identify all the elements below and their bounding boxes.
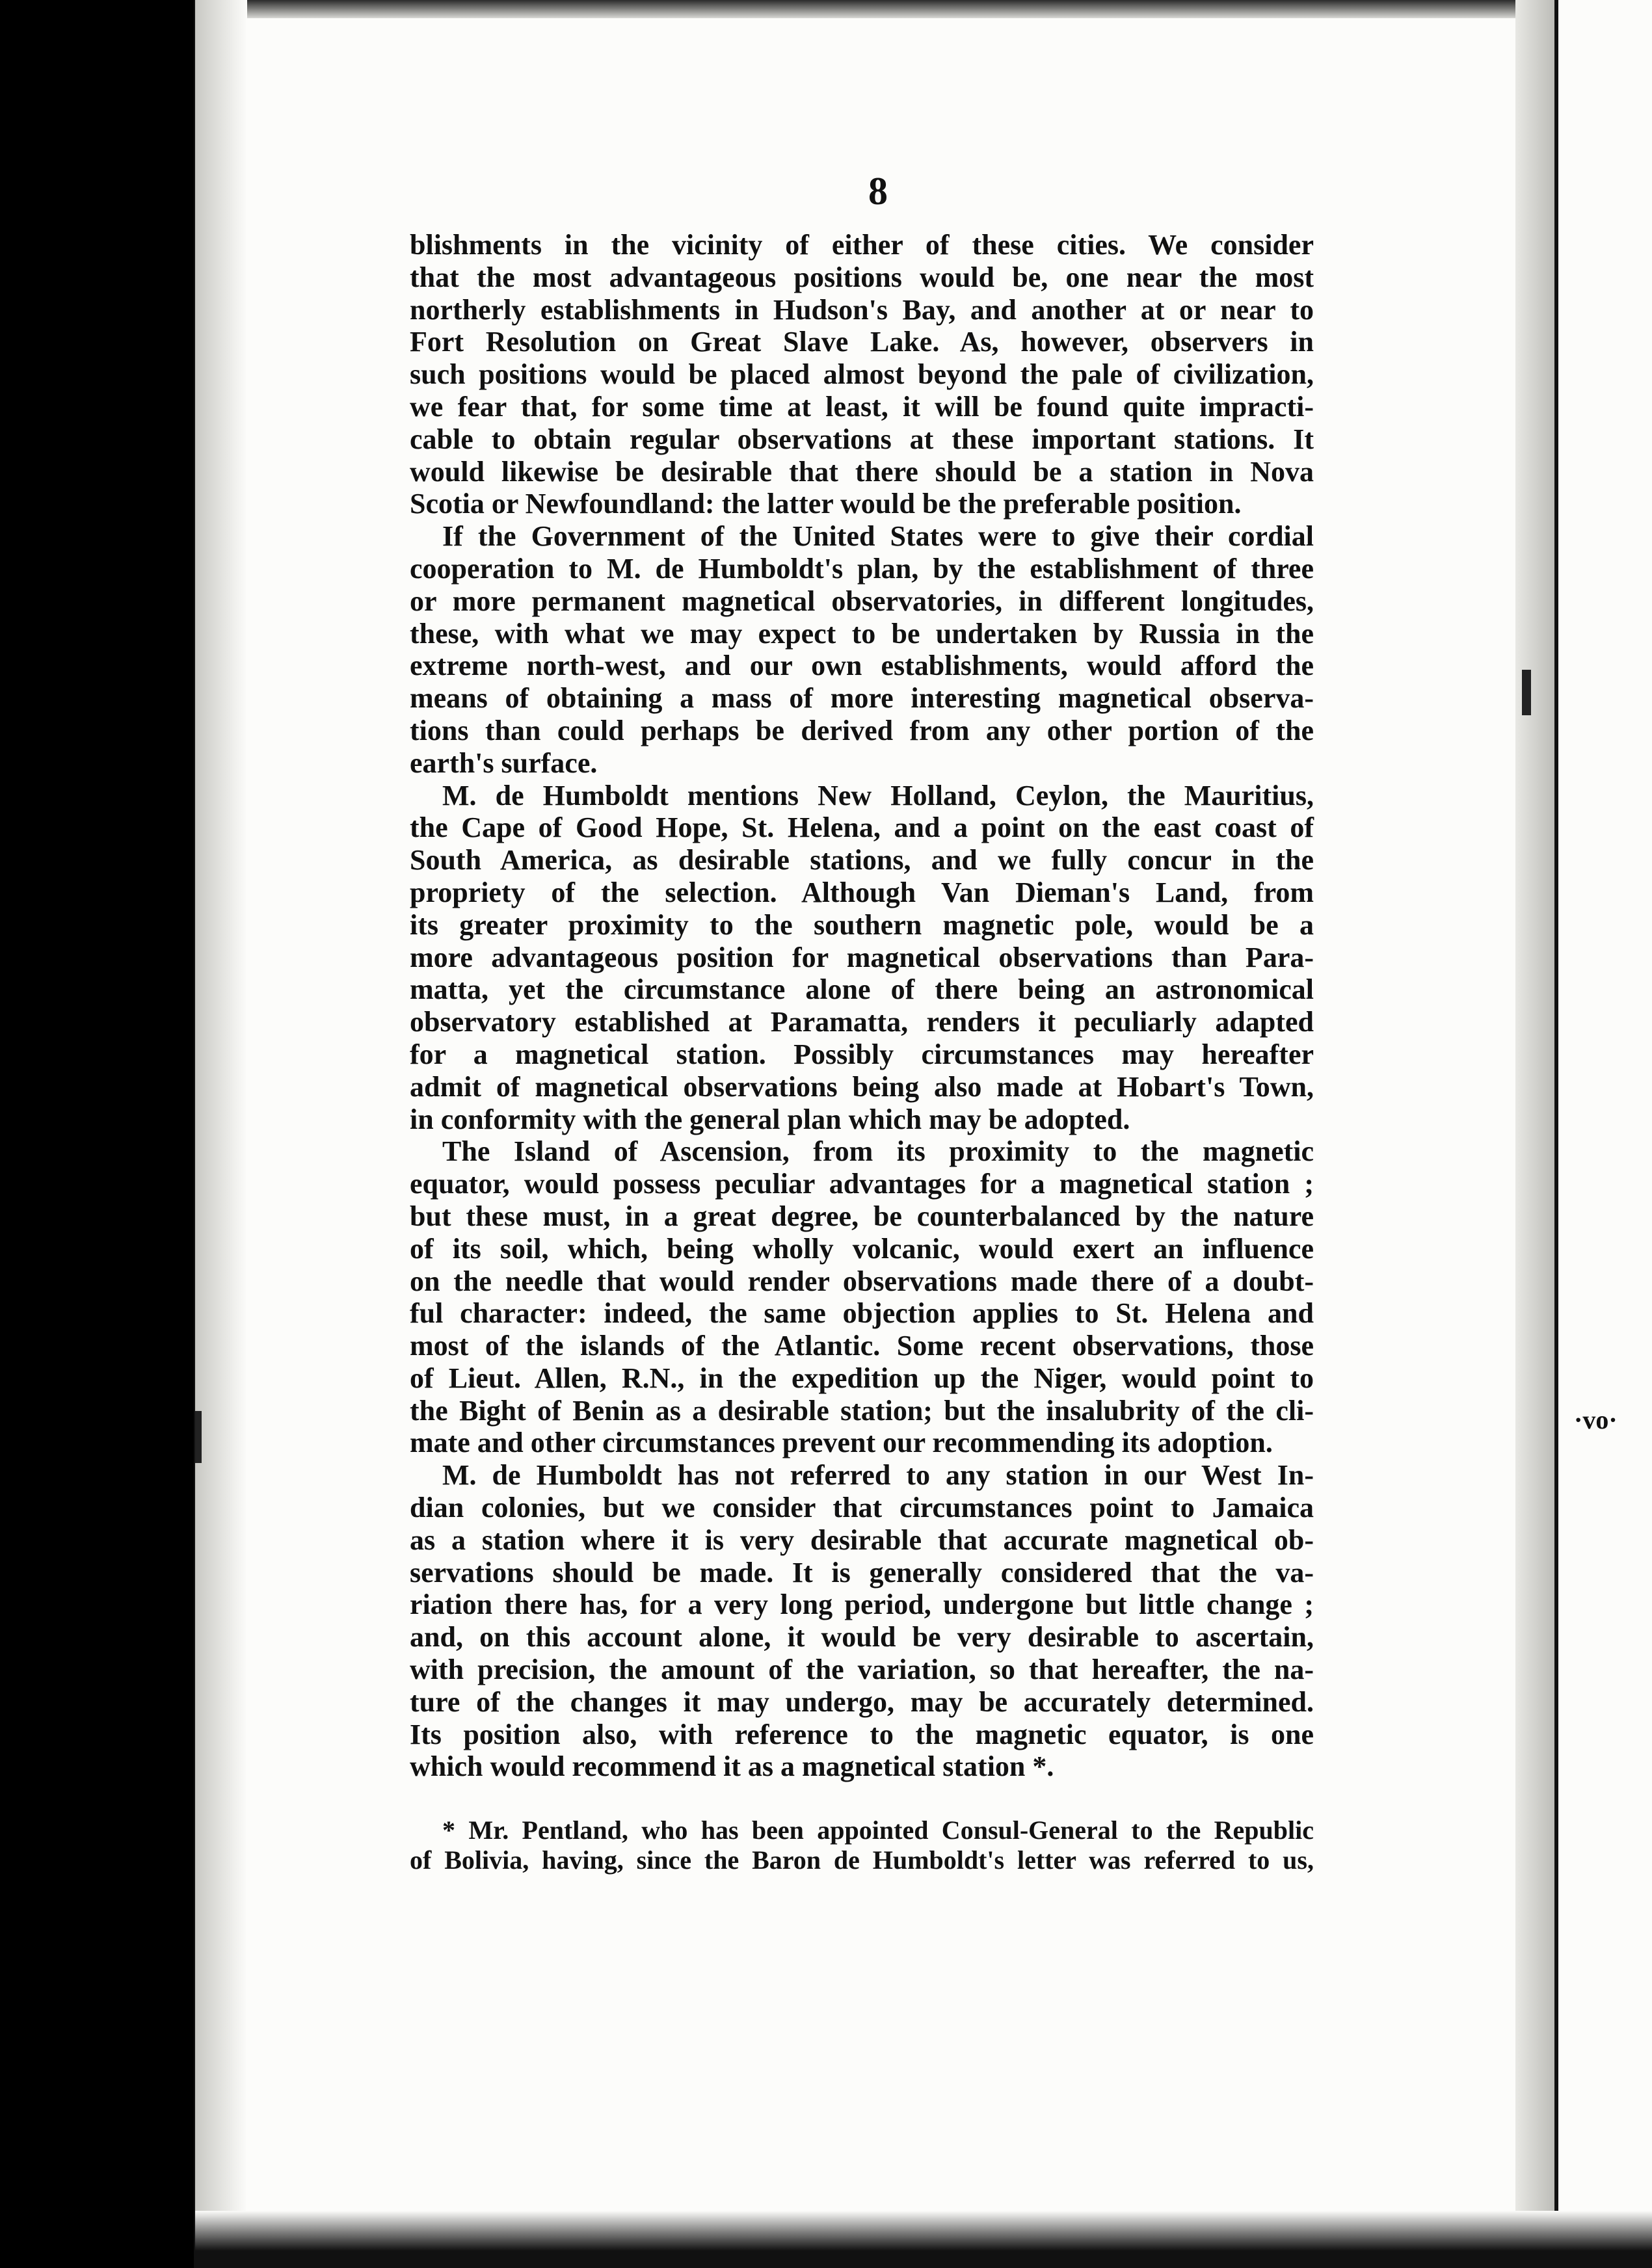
text-line: matta, yet the circumstance alone of there being an astronomical xyxy=(410,973,1314,1006)
text-line: means of obtaining a mass of more interesting magnetical observa- xyxy=(410,682,1314,715)
text-line: The Island of Ascension, from its proximity to the magnetic xyxy=(442,1135,1314,1168)
text-line: for a magnetical station. Possibly circumstances may hereafter xyxy=(410,1038,1314,1070)
paragraph xyxy=(410,520,1314,779)
text-line: its greater proximity to the southern magnetic pole, would be a xyxy=(410,908,1314,941)
text-line: cooperation to M. de Humboldt's plan, by the establishment of three xyxy=(410,552,1314,585)
text-line: earth's surface. xyxy=(410,746,598,779)
text-line: tions than could perhaps be derived from any other portion of the xyxy=(410,714,1314,746)
text-line: Fort Resolution on Great Slave Lake. As, however, observers in xyxy=(410,326,1314,358)
text-line: or more permanent magnetical observatories, in different longitudes, xyxy=(410,585,1314,617)
paragraph xyxy=(410,229,1314,520)
footnote xyxy=(410,1815,1314,1875)
text-line: ture of the changes it may undergo, may be accurately determined. xyxy=(410,1685,1314,1718)
text-line: most of the islands of the Atlantic. Some recent observations, those xyxy=(410,1330,1314,1362)
text-line: dian colonies, but we consider that circumstances point to Jamaica xyxy=(410,1492,1314,1524)
text-line: such positions would be placed almost beyond the pale of civilization, xyxy=(410,358,1314,391)
page-number: 8 xyxy=(868,170,888,213)
footnote-line: * Mr. Pentland, who has been appointed Consul-General to the Republic xyxy=(442,1815,1314,1845)
text-line: of its soil, which, being wholly volcanic, would exert an influence xyxy=(410,1232,1314,1265)
text-line: more advantageous position for magnetical observations than Para- xyxy=(410,941,1314,973)
text-line: these, with what we may expect to be undertaken by Russia in the xyxy=(410,617,1314,650)
text-line: If the Government of the United States were to give their cordial xyxy=(442,520,1314,553)
text-line: equator, would possess peculiar advantages for a magnetical station ; xyxy=(410,1168,1314,1200)
text-line: propriety of the selection. Although Van Dieman's Land, from xyxy=(410,876,1314,908)
text-line: Scotia or Newfoundland: the latter would be the preferable position. xyxy=(410,488,1242,520)
page-left-margin-shadow xyxy=(195,0,247,2268)
text-line: we fear that, for some time at least, it will be found quite impracti- xyxy=(410,390,1314,423)
page-bottom-edge xyxy=(195,2211,1652,2268)
binding-mark xyxy=(1522,670,1531,715)
text-line: admit of magnetical observations being also made at Hobart's Town, xyxy=(410,1070,1314,1103)
text-line: ful character: indeed, the same objection applies to St. Helena and xyxy=(410,1297,1314,1330)
text-line: servations should be made. It is generally considered that the va- xyxy=(410,1556,1314,1589)
text-line: which would recommend it as a magnetical station *. xyxy=(410,1750,1054,1783)
text-line: South America, as desirable stations, and we fully concur in the xyxy=(410,844,1314,877)
text-line: cable to obtain regular observations at these important stations. It xyxy=(410,423,1314,455)
marginal-specks: ·vo· xyxy=(1574,1405,1618,1434)
text-line: in conformity with the general plan which may be adopted. xyxy=(410,1103,1130,1135)
text-line: extreme north-west, and our own establishments, would afford the xyxy=(410,650,1314,682)
text-line: M. de Humboldt mentions New Holland, Ceylon, the Mauritius, xyxy=(442,779,1314,811)
text-line: that the most advantageous positions would be, one near the most xyxy=(410,261,1314,293)
text-line: on the needle that would render observations made there of a doubt- xyxy=(410,1265,1314,1297)
text-line: observatory established at Paramatta, renders it peculiarly adapted xyxy=(410,1006,1314,1038)
text-line: blishments in the vicinity of either of these cities. We consider xyxy=(410,229,1314,261)
text-line: and, on this account alone, it would be very desirable to ascertain, xyxy=(410,1621,1314,1654)
text-line: Its position also, with reference to the magnetic equator, is one xyxy=(410,1718,1314,1750)
text-line: M. de Humboldt has not referred to any station in our West In- xyxy=(442,1459,1314,1492)
text-line: but these must, in a great degree, be counterbalanced by the nature xyxy=(410,1200,1314,1232)
body-text xyxy=(410,229,1314,1783)
margin-mark xyxy=(195,1411,202,1463)
text-line: riation there has, for a very long period, undergone but little change ; xyxy=(410,1589,1314,1621)
paragraph xyxy=(410,1459,1314,1783)
paragraph xyxy=(410,780,1314,1136)
page-top-edge xyxy=(195,0,1554,18)
text-line: the Cape of Good Hope, St. Helena, and a point on the east coast of xyxy=(410,811,1314,844)
text-line: mate and other circumstances prevent our recommending its adoption. xyxy=(410,1427,1273,1459)
text-line: would likewise be desirable that there should be a station in Nova xyxy=(410,455,1314,488)
text-line: northerly establishments in Hudson's Bay, and another at or near to xyxy=(410,293,1314,326)
footnote-line: of Bolivia, having, since the Baron de Humboldt's letter was referred to us, xyxy=(410,1845,1314,1875)
binding-spine xyxy=(1515,0,1554,2268)
text-line: with precision, the amount of the variation, so that hereafter, the na- xyxy=(410,1654,1314,1686)
paragraph xyxy=(410,1135,1314,1459)
text-line: as a station where it is very desirable that accurate magnetical ob- xyxy=(410,1523,1314,1556)
text-line: the Bight of Benin as a desirable station; but the insalubrity of the cli- xyxy=(410,1394,1314,1427)
adjacent-page-edge xyxy=(1554,0,1652,2268)
text-line: of Lieut. Allen, R.N., in the expedition up the Niger, would point to xyxy=(410,1362,1314,1394)
